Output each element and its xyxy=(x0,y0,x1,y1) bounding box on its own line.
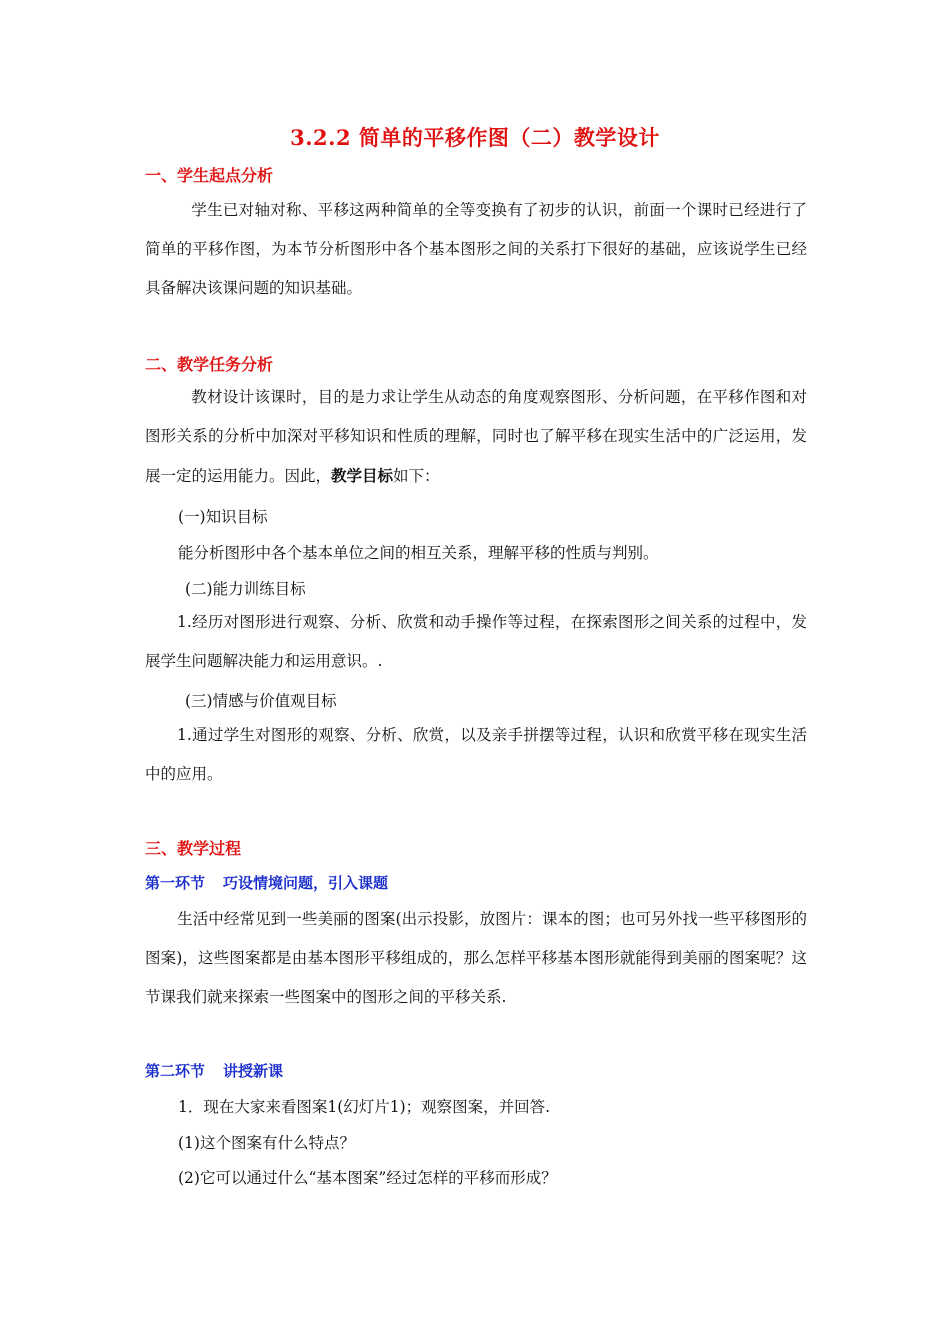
step2-line-1: 1．现在大家来看图案1(幻灯片1)；观察图案，并回答. xyxy=(178,1098,551,1116)
goal-emotion-title: (三)情感与价值观目标 xyxy=(185,692,337,710)
paragraph-task-analysis-text-b: 如下： xyxy=(393,467,440,485)
section-heading-task-analysis: 二、教学任务分析 xyxy=(145,355,274,374)
goal-emotion-text-content: 1.通过学生对图形的观察、分析、欣赏，以及亲手拼摆等过程，认识和欣赏平移在现实生活中的应用。 xyxy=(145,726,807,783)
step2-line-3: (2)它可以通过什么“基本图案”经过怎样的平移而形成？ xyxy=(178,1169,557,1187)
step1-paragraph-text: 生活中经常见到一些美丽的图案(出示投影，放图片：课本的图；也可另外找一些平移图形的图案)，这些图案都是由基本图形平移组成的，那么怎样平移基本图形就能得到美丽的图案呢？这节课我们就来探索一些图案中的图形之间的平移关系. xyxy=(145,910,807,1006)
step1-label: 第一环节 xyxy=(145,874,206,892)
goal-knowledge-text: 能分析图形中各个基本单位之间的相互关系，理解平移的性质与判别。 xyxy=(178,544,659,562)
step2-label: 第二环节 xyxy=(145,1062,206,1080)
goal-ability-text-content: 1.经历对图形进行观察、分析、欣赏和动手操作等过程，在探索图形之间关系的过程中，发展学生问题解决能力和运用意识。. xyxy=(145,613,807,670)
goal-ability-text xyxy=(145,603,807,681)
paragraph-student-analysis-text: 学生已对轴对称、平移这两种简单的全等变换有了初步的认识，前面一个课时已经进行了简单的平移作图，为本节分析图形中各个基本图形之间的关系打下很好的基础，应该说学生已经具备解决该课问题的知识基础。 xyxy=(145,201,807,297)
step1-heading xyxy=(145,872,388,893)
goal-knowledge-title: (一)知识目标 xyxy=(178,508,268,526)
paragraph-task-analysis-text-a: 教材设计该课时，目的是力求让学生从动态的角度观察图形、分析问题，在平移作图和对图形关系的分析中加深对平移知识和性质的理解，同时也了解平移在现实生活中的广泛运用，发展一定的运用能力。因此， xyxy=(145,388,807,485)
step2-line-2: (1)这个图案有什么特点？ xyxy=(178,1134,355,1152)
goal-emotion-text xyxy=(145,716,807,794)
paragraph-task-analysis xyxy=(145,378,807,496)
step2-title: 讲授新课 xyxy=(223,1062,284,1080)
step2-heading xyxy=(145,1060,283,1081)
section-heading-student-analysis: 一、学生起点分析 xyxy=(145,166,274,185)
step1-paragraph xyxy=(145,900,807,1017)
goal-ability-title: (二)能力训练目标 xyxy=(185,580,306,598)
document-title: 3.2.2 简单的平移作图（二）教学设计 xyxy=(290,125,660,150)
step1-title: 巧设情境问题，引入课题 xyxy=(223,874,389,892)
paragraph-student-analysis xyxy=(145,191,807,308)
teaching-goals-bold: 教学目标 xyxy=(331,466,394,485)
section-heading-teaching-process: 三、教学过程 xyxy=(145,839,242,858)
